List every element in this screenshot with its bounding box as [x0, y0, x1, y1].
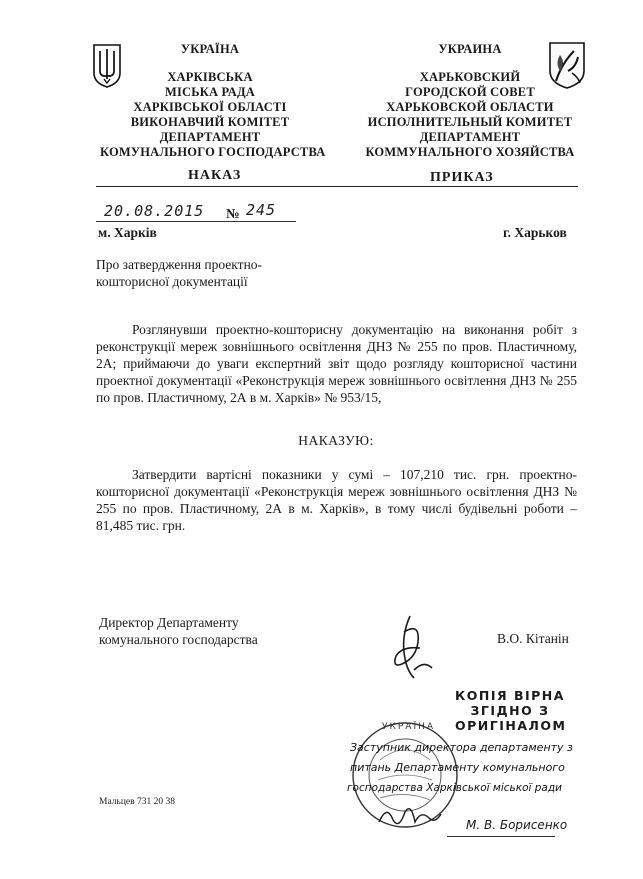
position-line: комунального господарства — [99, 632, 258, 647]
handwritten-number: 245 — [246, 201, 277, 219]
signatory-position — [99, 614, 359, 648]
stamp-line: Заступник директора департаменту з — [350, 741, 573, 754]
header-divider — [96, 186, 578, 187]
position-line: Директор Департаменту — [99, 615, 239, 630]
header-right-line: ХАРЬКОВСКИЙ — [419, 70, 521, 84]
header-right-line: КОММУНАЛЬНОГО ХОЗЯЙСТВА — [365, 145, 575, 159]
handwritten-date: 20.08.2015 — [104, 202, 205, 220]
stamp-line: питань Департаменту комунального — [350, 761, 565, 774]
document-subject — [96, 256, 346, 290]
header-right-line: ДЕПАРТАМЕНТ — [419, 130, 521, 144]
header-left-line: ВИКОНАВЧИЙ КОМІТЕТ — [130, 115, 290, 129]
executor-contact: Мальцев 731 20 38 — [99, 797, 175, 807]
body-paragraph-2: Затвердити вартісні показники у сумі – 107,210 тис. грн. проектно-кошторисної документації «Реконструкція мереж зовнішнього освітлення ДНЗ № 255 по пров. Пластичному, 2А в м. Харків», в тому числі будівельні роботи – 81,485 тис. грн. — [96, 467, 577, 533]
header-right — [360, 42, 580, 160]
header-left-line: МІСЬКА РАДА — [164, 85, 256, 99]
copy-stamp-line: ЗГІДНО З — [470, 703, 550, 718]
order-word: НАКАЗУЮ: — [298, 433, 374, 448]
signatory-name: В.О. Кітанін — [497, 631, 569, 646]
city-ukrainian: м. Харків — [98, 225, 157, 240]
date-underline — [96, 221, 296, 222]
subject-line: Про затвердження проектно- — [96, 257, 263, 272]
doc-type-ukrainian: НАКАЗ — [188, 168, 242, 183]
body-paragraph-1: Розглянувши проектно-кошторисну документацію на виконання робіт з реконструкції мереж зовнішнього освітлення ДНЗ № 255 по пров. Пластичному, 2А; приймаючи до уваги експертний звіт щодо розгляду кошторисної частини проектної документації «Реконструкція мереж зовнішнього освітлення ДНЗ № 255 по пров. Пластичному, 2А в м. Харків» № 953/15, — [96, 322, 577, 405]
certifier-underline — [447, 836, 555, 837]
copy-certified-stamp — [455, 688, 565, 733]
header-right-line: ХАРЬКОВСКОЙ ОБЛАСТИ — [386, 100, 554, 114]
copy-stamp-line: КОПІЯ ВІРНА — [455, 688, 565, 703]
header-left-line: ХАРКІВСЬКА — [167, 70, 253, 84]
seal-text: УКРАЇНА — [382, 722, 436, 732]
doc-type-russian: ПРИКАЗ — [430, 170, 494, 185]
certification-stamp-text — [347, 738, 573, 798]
number-sign: № — [226, 206, 240, 221]
copy-stamp-line: ОРИГІНАЛОМ — [455, 718, 567, 733]
header-left — [100, 42, 326, 160]
stamp-line: господарства Харківської міської ради — [347, 782, 562, 794]
city-russian: г. Харьков — [503, 225, 567, 240]
handwritten-signature — [380, 612, 440, 682]
subject-line: кошторисної документації — [96, 274, 248, 289]
header-right-line: ИСПОЛНИТЕЛЬНЫЙ КОМИТЕТ — [367, 115, 573, 129]
header-right-country: УКРАИНА — [438, 42, 502, 56]
header-left-line: ХАРКІВСЬКОЇ ОБЛАСТІ — [133, 100, 287, 114]
header-left-line: ДЕПАРТАМЕНТ — [159, 130, 261, 144]
certifier-name: М. В. Борисенко — [466, 818, 568, 832]
header-left-country: УКРАЇНА — [180, 42, 240, 56]
certifier-signature — [375, 800, 445, 830]
header-left-line: КОМУНАЛЬНОГО ГОСПОДАРСТВА — [100, 145, 326, 159]
header-right-line: ГОРОДСКОЙ СОВЕТ — [405, 85, 535, 99]
